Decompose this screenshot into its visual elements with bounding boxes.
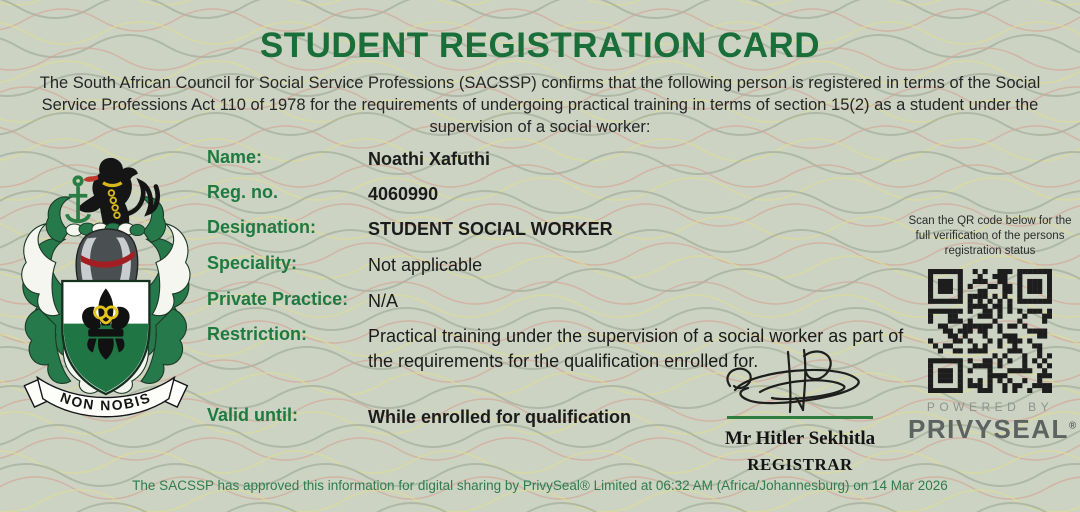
field-row-designation xyxy=(207,217,933,242)
field-row-reg-no xyxy=(207,182,933,207)
field-value: Practical training under the supervision of a social worker as part of the requirements for the qualification enrolled for. xyxy=(368,326,904,371)
lion-crest-icon xyxy=(67,158,158,227)
privyseal-logo xyxy=(908,414,1078,444)
registration-statement: The South African Council for Social Service Professions (SACSSP) confirms that the following person is registered in terms of the Social Service Professions Act 110 of 1978 for the requirements of undergoing practical training in terms of section 15(2) as a student under the supervision of a social worker: xyxy=(39,74,1041,136)
field-value: 4060990 xyxy=(368,184,439,204)
signature-block xyxy=(700,348,900,475)
field-label: Designation: xyxy=(207,217,317,237)
field-value: N/A xyxy=(368,291,399,311)
helmet-icon xyxy=(76,229,138,286)
field-row-name xyxy=(207,147,933,172)
field-row-private-practice xyxy=(207,289,933,314)
qr-code xyxy=(928,269,1052,393)
field-label: Valid until: xyxy=(207,405,299,425)
signature-scribble xyxy=(700,348,900,418)
field-row-speciality xyxy=(207,253,933,278)
qr-instruction: Scan the QR code below for the full verification of the persons registration status xyxy=(908,215,1072,257)
page-title: STUDENT REGISTRATION CARD xyxy=(259,26,821,65)
crest-motto: NON NOBIS xyxy=(58,388,154,414)
field-label: Name: xyxy=(207,147,263,167)
approval-footer: The SACSSP has approved this information for digital sharing by PrivySeal® Limited at 06:32 AM (Africa/Johannesburg) on 14 Mar 2026 xyxy=(132,478,948,493)
privyseal-wordmark: PRIVYSEAL xyxy=(908,414,1069,444)
anchor-icon xyxy=(67,177,89,221)
field-label: Reg. no. xyxy=(207,182,278,202)
field-value: STUDENT SOCIAL WORKER xyxy=(368,219,613,239)
signature-line xyxy=(727,416,873,419)
field-value: While enrolled for qualification xyxy=(368,407,632,427)
field-label: Restriction: xyxy=(207,324,308,344)
verification-panel xyxy=(908,214,1078,444)
powered-by-label: POWERED BY xyxy=(926,400,1054,414)
registrar-name: Mr Hitler Sekhitla xyxy=(724,427,876,449)
field-label: Private Practice: xyxy=(207,289,349,309)
sacssp-crest xyxy=(10,142,198,420)
registered-trademark-symbol: ® xyxy=(1068,420,1078,432)
field-value: Not applicable xyxy=(368,255,483,275)
field-label: Speciality: xyxy=(207,253,298,273)
field-value: Noathi Xafuthi xyxy=(368,149,490,169)
registrar-title: REGISTRAR xyxy=(747,454,853,474)
